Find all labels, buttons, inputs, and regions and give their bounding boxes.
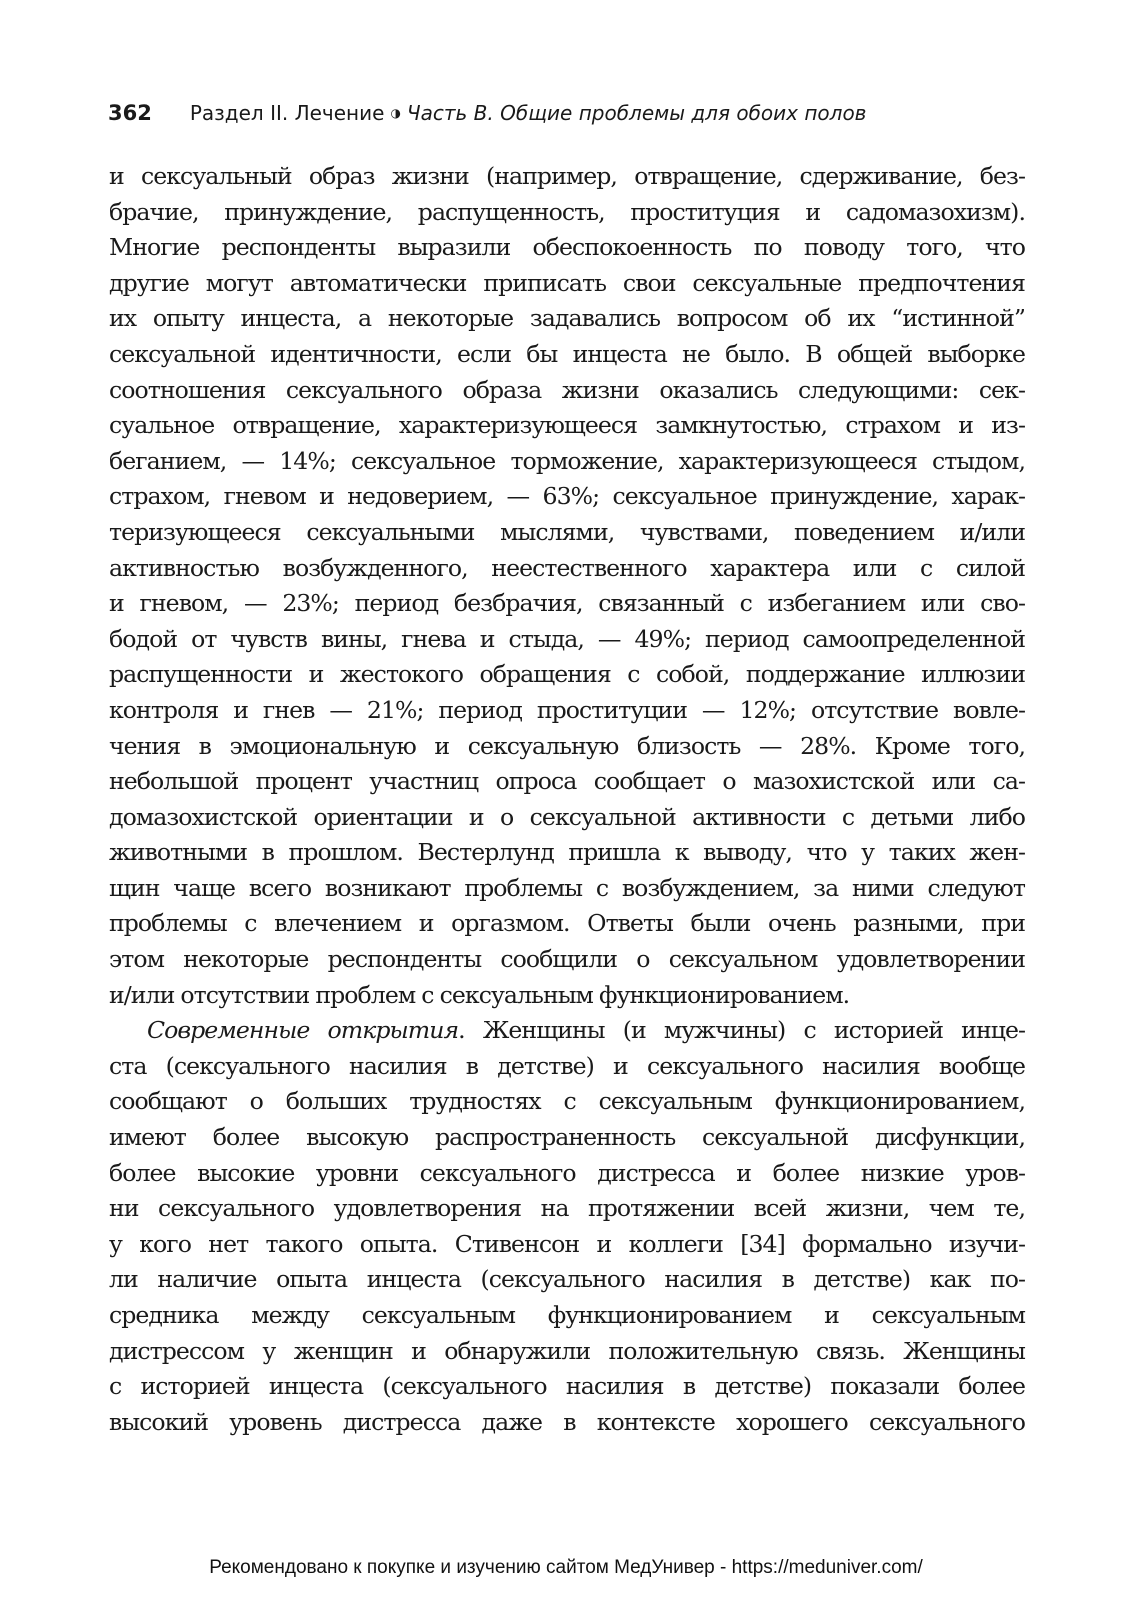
text-line: соотношения сексуального образа жизни оказались следующими: сек- bbox=[109, 375, 1025, 404]
text-line: небольшой процент участниц опроса сообщает о мазохистской или са- bbox=[109, 767, 1025, 796]
text-line: суальное отвращение, характеризующееся замкнутостью, страхом и из- bbox=[109, 411, 1025, 440]
text-line: распущенности и жестокого обращения с собой, поддержание иллюзии bbox=[109, 660, 1025, 689]
text-line: животными в прошлом. Вестерлунд пришла к выводу, что у таких жен- bbox=[109, 838, 1025, 867]
header-separator-icon: ◑ bbox=[390, 106, 401, 120]
text-line: сексуальной идентичности, если бы инцеста не было. В общей выборке bbox=[109, 339, 1025, 368]
text-line: домазохистской ориентации и о сексуальной активности с детьми либо bbox=[109, 802, 1025, 831]
text-line: контроля и гнев — 21%; период проституции — 12%; отсутствие вовле- bbox=[109, 695, 1025, 724]
text-line: ста (сексуального насилия в детстве) и сексуального насилия вообще bbox=[109, 1051, 1025, 1080]
paragraph-2-first-line bbox=[109, 1013, 1025, 1049]
paragraph-1 bbox=[109, 159, 1025, 1013]
text-line: у кого нет такого опыта. Стивенсон и коллеги [34] формально изучи- bbox=[109, 1229, 1025, 1258]
text-line: ни сексуального удовлетворения на протяжении всей жизни, чем те, bbox=[109, 1194, 1025, 1223]
text-line: чения в эмоциональную и сексуальную близость — 28%. Кроме того, bbox=[109, 731, 1025, 760]
text-line: другие могут автоматически приписать свои сексуальные предпочтения bbox=[109, 268, 1025, 297]
section-title: Раздел II. Лечение bbox=[189, 101, 385, 125]
text-line: дистрессом у женщин и обнаружили положительную связь. Женщины bbox=[109, 1336, 1025, 1365]
text-line: и сексуальный образ жизни (например, отвращение, сдерживание, без- bbox=[109, 162, 1025, 190]
text-line: средника между сексуальным функционированием и сексуальным bbox=[109, 1301, 1025, 1329]
text-line: ли наличие опыта инцеста (сексуального насилия в детстве) как по- bbox=[109, 1265, 1025, 1294]
text-line: бодой от чувств вины, гнева и стыда, — 49%; период самоопределенной bbox=[109, 624, 1025, 653]
text-line: с историей инцеста (сексуального насилия в детстве) показали более bbox=[109, 1372, 1025, 1401]
text-line: и/или отсутствии проблем с сексуальным функционированием. bbox=[109, 980, 850, 1009]
text-line: более высокие уровни сексуального дистресса и более низкие уров- bbox=[109, 1158, 1025, 1187]
text-line: и гневом, — 23%; период безбрачия, связанный с избеганием или сво- bbox=[109, 589, 1025, 618]
text-line: щин чаще всего возникают проблемы с возбуждением, за ними следуют bbox=[109, 873, 1025, 902]
text-line: брачие, принуждение, распущенность, проституция и садомазохизм). bbox=[109, 197, 1025, 226]
text-line: этом некоторые респонденты сообщили о сексуальном удовлетворении bbox=[109, 945, 1025, 974]
paragraph-2-first-line-text: . Женщины (и мужчины) с историей инце- bbox=[458, 1016, 1025, 1045]
running-header bbox=[108, 101, 1028, 135]
text-line: проблемы с влечением и оргазмом. Ответы были очень разными, при bbox=[109, 909, 1025, 938]
part-title: Часть B. Общие проблемы для обоих полов bbox=[406, 101, 867, 125]
paragraph-heading: Современные открытия bbox=[147, 1016, 459, 1045]
text-line: имеют более высокую распространенность сексуальной дисфункции, bbox=[109, 1123, 1025, 1152]
paragraph-2 bbox=[109, 1013, 1025, 1440]
text-line: высокий уровень дистресса даже в контексте хорошего сексуального bbox=[109, 1407, 1025, 1436]
text-line: активностью возбужденного, неестественного характера или с силой bbox=[109, 553, 1025, 582]
text-line: сообщают о больших трудностях с сексуальным функционированием, bbox=[109, 1087, 1025, 1116]
body-text bbox=[109, 159, 1025, 1440]
text-line: Многие респонденты выразили обеспокоенность по поводу того, что bbox=[109, 233, 1025, 262]
page-number: 362 bbox=[108, 101, 152, 125]
text-line: теризующееся сексуальными мыслями, чувствами, поведением и/или bbox=[109, 517, 1025, 546]
text-line: страхом, гневом и недоверием, — 63%; сексуальное принуждение, харак- bbox=[109, 482, 1025, 511]
text-line: их опыту инцеста, а некоторые задавались вопросом об их “истинной” bbox=[109, 304, 1025, 333]
footer-note: Рекомендовано к покупке и изучению сайтом МедУнивер - https://meduniver.com/ bbox=[209, 1557, 923, 1578]
text-line: беганием, — 14%; сексуальное торможение, характеризующееся стыдом, bbox=[109, 446, 1025, 475]
